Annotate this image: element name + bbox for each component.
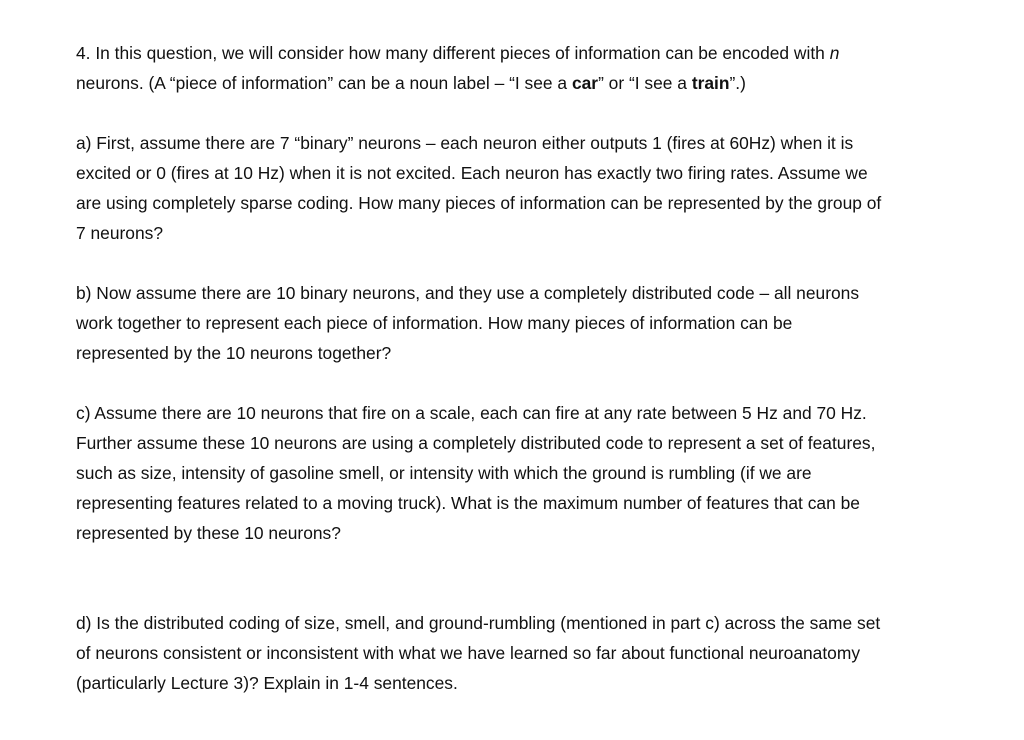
part-b-line-2: work together to represent each piece of information. How many pieces of information can be: [76, 313, 793, 333]
part-a-line-4: 7 neurons?: [76, 223, 164, 243]
intro-line-2: [76, 68, 996, 98]
intro-text-1: 4. In this question, we will consider how many different pieces of information can be encoded with: [76, 43, 830, 63]
part-c-line-2: Further assume these 10 neurons are using a completely distributed code to represent a set of features,: [76, 433, 876, 453]
part-d-line-3: (particularly Lecture 3)? Explain in 1-4 sentences.: [76, 673, 458, 693]
part-c-line-4: representing features related to a moving truck). What is the maximum number of features that can be: [76, 493, 860, 513]
intro-text-3: ” or “I see a: [598, 73, 692, 93]
intro-text-4: ”.): [729, 73, 746, 93]
part-a-line-2: excited or 0 (fires at 10 Hz) when it is not excited. Each neuron has exactly two firing rates. Assume we: [76, 163, 868, 183]
part-c: [76, 398, 996, 548]
intro-car-word: car: [571, 73, 599, 93]
intro-line-1: [76, 38, 996, 68]
part-d: [76, 608, 996, 698]
intro-n-variable: n: [829, 43, 840, 63]
intro-text-2: neurons. (A “piece of information” can be a noun label – “I see a: [76, 73, 572, 93]
part-b-line-3: represented by the 10 neurons together?: [76, 343, 392, 363]
part-b: [76, 278, 996, 368]
part-d-line-1: d) Is the distributed coding of size, smell, and ground-rumbling (mentioned in part c) across the same set: [76, 613, 881, 633]
document-page: [76, 38, 996, 698]
part-a-line-3: are using completely sparse coding. How many pieces of information can be represented by the group of: [76, 193, 882, 213]
intro-train-word: train: [691, 73, 730, 93]
part-d-line-2: of neurons consistent or inconsistent with what we have learned so far about functional neuroanatomy: [76, 643, 861, 663]
question-intro: [76, 38, 996, 98]
part-a: [76, 128, 996, 248]
part-b-line-1: b) Now assume there are 10 binary neurons, and they use a completely distributed code – all neurons: [76, 283, 860, 303]
part-c-line-3: such as size, intensity of gasoline smell, or intensity with which the ground is rumbling (if we are: [76, 463, 812, 483]
part-c-line-1: c) Assume there are 10 neurons that fire on a scale, each can fire at any rate between 5 Hz and 70 Hz.: [76, 403, 867, 423]
part-c-line-5: represented by these 10 neurons?: [76, 523, 341, 543]
part-a-line-1: a) First, assume there are 7 “binary” neurons – each neuron either outputs 1 (fires at 60Hz) when it is: [76, 133, 854, 153]
